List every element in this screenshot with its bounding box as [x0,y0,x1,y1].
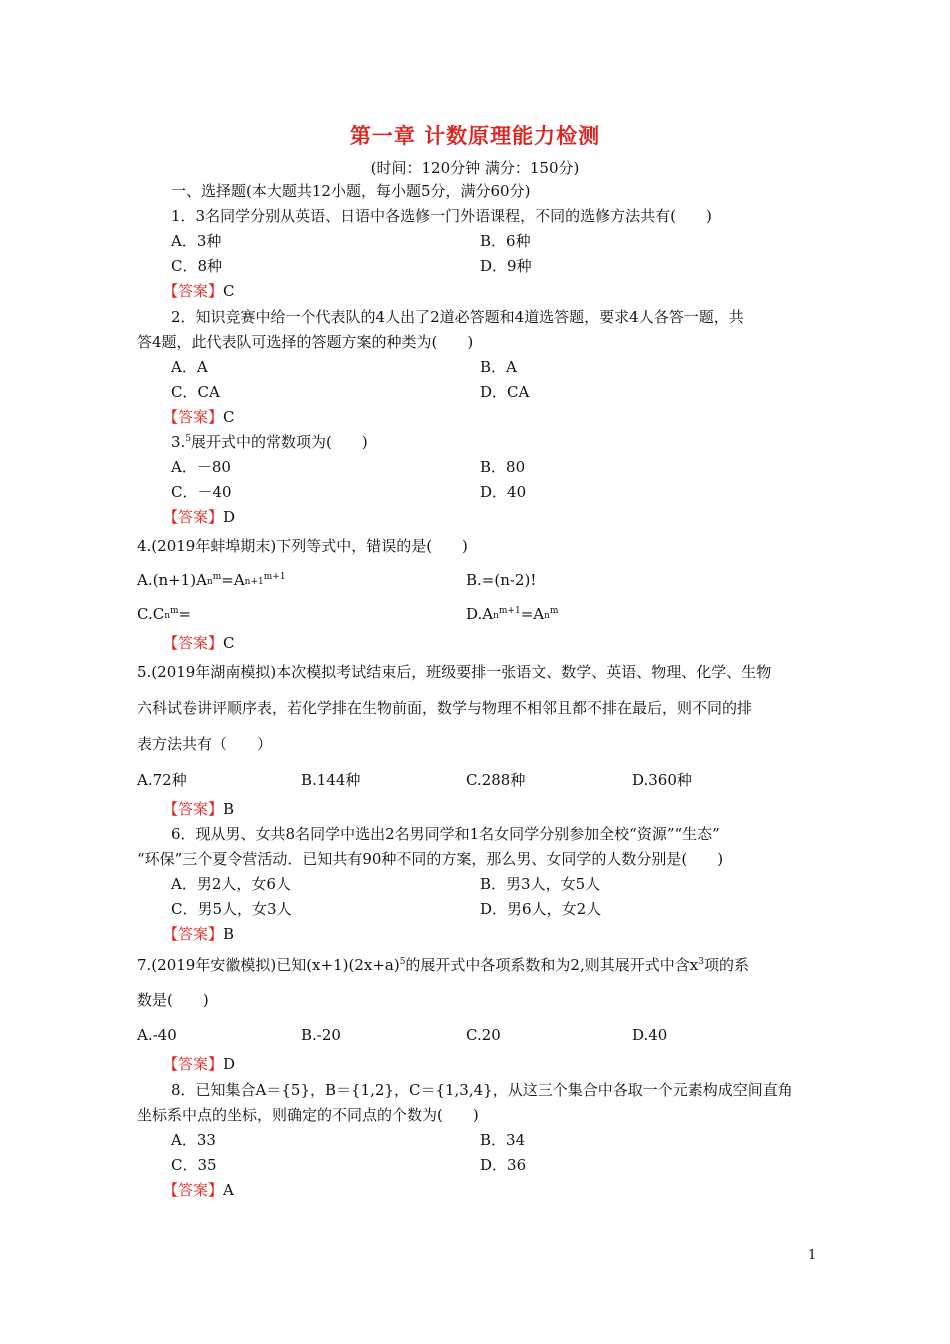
q4-answer [163,633,235,653]
q6-option-b: B．男3人，女5人 [480,875,601,893]
answer-tag: 【答案】 [163,1181,224,1199]
question-text: 的展开式中各项系数和为2,则其展开式中含x [405,956,699,974]
answer-tag: 【答案】 [163,925,224,943]
q3-option-a: A．－80 [171,458,231,476]
exponent: 3 [698,957,704,967]
q2-option-b: B．A [480,358,517,376]
q6-option-d: D．男6人，女2人 [480,900,602,918]
question-1-stem: 1．3名同学分别从英语、日语中各选修一门外语课程，不同的选修方法共有( ) [171,207,712,225]
answer-value: C [223,282,235,300]
superscript: m+1 [498,606,521,616]
question-8-stem-line2: 坐标系中点的坐标，则确定的不同点的个数为( ) [137,1106,479,1124]
answer-value: B [223,800,235,818]
answer-tag: 【答案】 [163,634,224,652]
question-text: 7.(2019年安徽模拟)已知(x+1)(2x+a) [137,956,400,974]
q6-answer [163,924,234,944]
superscript: m [169,606,179,616]
question-5-stem-line2: 六科试卷讲评顺序表，若化学排在生物前面，数学与物理不相邻且都不排在最后，则不同的排 [137,699,753,717]
q5-option-d: D.360种 [632,771,692,789]
q2-answer [163,407,235,427]
question-7-stem-line2: 数是( ) [137,991,209,1009]
answer-value: C [223,634,235,652]
question-6-stem-line2: “环保”三个夏令营活动．已知共有90种不同的方案，那么男、女同学的人数分别是( ) [137,850,724,868]
question-number: 3. [171,433,186,451]
q4-option-d [466,604,558,624]
q1-option-b: B．6种 [480,232,531,250]
page-title: 第一章 计数原理能力检测 [349,124,601,148]
q8-option-a: A．33 [171,1131,216,1149]
q4-option-c [137,604,191,624]
q4-option-a [137,570,286,590]
q3-answer [163,507,235,527]
q2-option-c: C．CA [171,383,220,401]
answer-value: C [223,408,235,426]
q5-option-a: A.72种 [137,771,187,789]
q1-option-c: C．8种 [171,257,223,275]
option-text: A.(n+1)A [137,571,207,589]
q2-option-a: A．A [171,358,208,376]
option-text: =A [520,605,545,623]
superscript: m+1 [263,572,286,582]
superscript: m [549,606,559,616]
q7-option-c: C.20 [466,1026,501,1044]
question-3-stem [171,432,368,452]
question-text: 展开式中的常数项为( ) [191,433,368,451]
page-number: 1 [808,1248,817,1263]
q8-option-d: D．36 [480,1156,527,1174]
question-7-stem-line1 [137,955,749,975]
question-4-stem: 4.(2019年蚌埠期末)下列等式中，错误的是( ) [137,537,468,555]
q7-option-a: A.-40 [137,1026,177,1044]
question-6-stem-line1: 6．现从男、女共8名同学中选出2名男同学和1名女同学分别参加全校“资源”“生态” [171,825,720,843]
exam-info: (时间：120分钟 满分：150分) [370,159,580,177]
answer-tag: 【答案】 [163,508,224,526]
answer-tag: 【答案】 [163,800,224,818]
answer-tag: 【答案】 [163,1055,224,1073]
q6-option-a: A．男2人，女6人 [171,875,291,893]
q1-answer [163,281,235,301]
question-5-stem-line3: 表方法共有（ ） [137,735,273,753]
q8-option-c: C．35 [171,1156,217,1174]
q2-option-d: D．CA [480,383,530,401]
option-text: C.C [137,605,165,623]
superscript: m [212,572,222,582]
q4-option-b: B.=(n-2)! [466,571,537,589]
q7-option-d: D.40 [632,1026,668,1044]
q5-answer [163,799,234,819]
section-heading: 一、选择题(本大题共12小题，每小题5分，满分60分) [171,182,531,200]
question-text: 项的系 [703,956,749,974]
answer-value: D [223,1055,236,1073]
q8-option-b: B．34 [480,1131,526,1149]
q6-option-c: C．男5人，女3人 [171,900,292,918]
q1-option-a: A．3种 [171,232,222,250]
answer-value: A [223,1181,234,1199]
subscript: n [493,611,499,621]
option-text: = [178,605,192,623]
q7-answer [163,1054,235,1074]
answer-value: B [223,925,235,943]
q1-option-d: D．9种 [480,257,532,275]
q5-option-c: C.288种 [466,771,526,789]
question-8-stem-line1: 8．已知集合A＝{5}，B＝{1,2}，C＝{1,3,4}，从这三个集合中各取一个元素构成空间直角 [171,1081,793,1099]
question-2-stem-line1: 2．知识竞赛中给一个代表队的4人出了2道必答题和4道选答题，要求4人各答一题，共 [171,308,744,326]
subscript: n [544,611,550,621]
subscript: n [206,577,213,587]
answer-tag: 【答案】 [163,282,224,300]
q3-option-c: C．－40 [171,483,232,501]
subscript: n+1 [244,577,264,587]
question-2-stem-line2: 答4题，此代表队可选择的答题方案的种类为( ) [137,333,474,351]
exponent: 5 [399,957,406,967]
question-5-stem-line1: 5.(2019年湖南模拟)本次模拟考试结束后，班级要排一张语文、数学、英语、物理、化学、生物 [137,663,772,681]
subscript: n [164,611,170,621]
q3-option-d: D．40 [480,483,527,501]
answer-tag: 【答案】 [163,408,224,426]
exponent: 5 [185,434,192,444]
q5-option-b: B.144种 [301,771,361,789]
q7-option-b: B.-20 [301,1026,341,1044]
answer-value: D [223,508,236,526]
q8-answer [163,1180,234,1200]
option-text: D.A [466,605,494,623]
q3-option-b: B．80 [480,458,526,476]
option-text: =A [221,571,245,589]
